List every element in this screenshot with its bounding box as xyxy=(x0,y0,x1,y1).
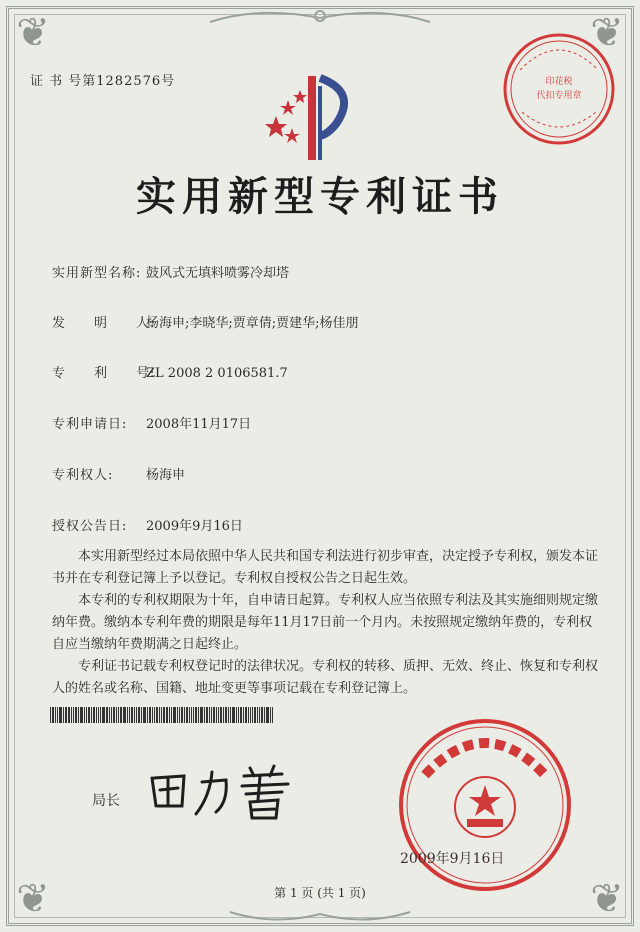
field-value: 2009年9月16日 xyxy=(146,519,243,534)
field-label: 专 利 号: xyxy=(52,366,156,381)
top-ornament-icon xyxy=(200,6,440,28)
tax-stamp-seal-icon xyxy=(500,30,618,148)
patent-office-logo-icon xyxy=(262,68,362,168)
field-value: 鼓风式无填料喷雾冷却塔 xyxy=(146,266,290,281)
certificate-number: 证 书 号第1282576号 xyxy=(30,74,176,89)
paragraph-examination: 本实用新型经过本局依照中华人民共和国专利法进行初步审查，决定授予专利权，颁发本证书并在专利登记簿上予以登记。专利权自授权公告之日起生效。 xyxy=(52,549,599,586)
corner-ornament-icon: ❦ xyxy=(590,10,624,56)
field-value: 2008年11月17日 xyxy=(146,417,252,432)
field-label: 实用新型名称: xyxy=(52,266,142,281)
field-label: 授权公告日: xyxy=(52,519,128,534)
director-signature xyxy=(146,762,296,822)
corner-ornament-icon: ❦ xyxy=(16,10,50,56)
corner-ornament-icon: ❦ xyxy=(590,876,624,922)
certificate-body xyxy=(52,546,604,700)
field-label: 专利申请日: xyxy=(52,417,128,432)
svg-text:印花税: 印花税 xyxy=(545,77,573,87)
field-inventors xyxy=(52,312,359,331)
field-patentee xyxy=(52,464,185,483)
field-label: 发 明 人: xyxy=(52,316,156,331)
field-label: 专利权人: xyxy=(52,468,114,483)
certificate-title: 实用新型专利证书 xyxy=(136,173,504,220)
corner-ornament-icon: ❦ xyxy=(16,876,50,922)
field-patent-number xyxy=(52,362,288,381)
field-value: 杨海申 xyxy=(146,468,186,483)
field-utility-model-name xyxy=(52,262,289,281)
field-value: ZL 2008 2 0106581.7 xyxy=(146,366,288,381)
paragraph-term: 本专利的专利权期限为十年，自申请日起算。专利权人应当依照专利法及其实施细则规定缴纳年费。缴纳本专利年费的期限是每年11月17日前一个月内。未按照规定缴纳年费的，专利权自应当缴纳年费期满之日起终止。 xyxy=(52,593,599,652)
sipo-official-seal-icon xyxy=(395,715,575,895)
bottom-ornament-icon xyxy=(220,906,420,926)
director-label: 局长 xyxy=(92,793,120,809)
seal-date: 2009年9月16日 xyxy=(400,851,505,867)
page-footer: 第 1 页 (共 1 页) xyxy=(274,886,366,900)
paragraph-legal-status: 专利证书记载专利权登记时的法律状况。专利权的转移、质押、无效、终止、恢复和专利权人的姓名或名称、国籍、地址变更等事项记载在专利登记簿上。 xyxy=(52,659,599,696)
field-value: 杨海申;李晓华;贾章倩;贾建华;杨佳朋 xyxy=(146,316,359,331)
field-grant-date xyxy=(52,515,243,534)
svg-text:代扣专用章: 代扣专用章 xyxy=(536,91,582,101)
field-application-date xyxy=(52,413,251,432)
barcode xyxy=(50,707,362,723)
